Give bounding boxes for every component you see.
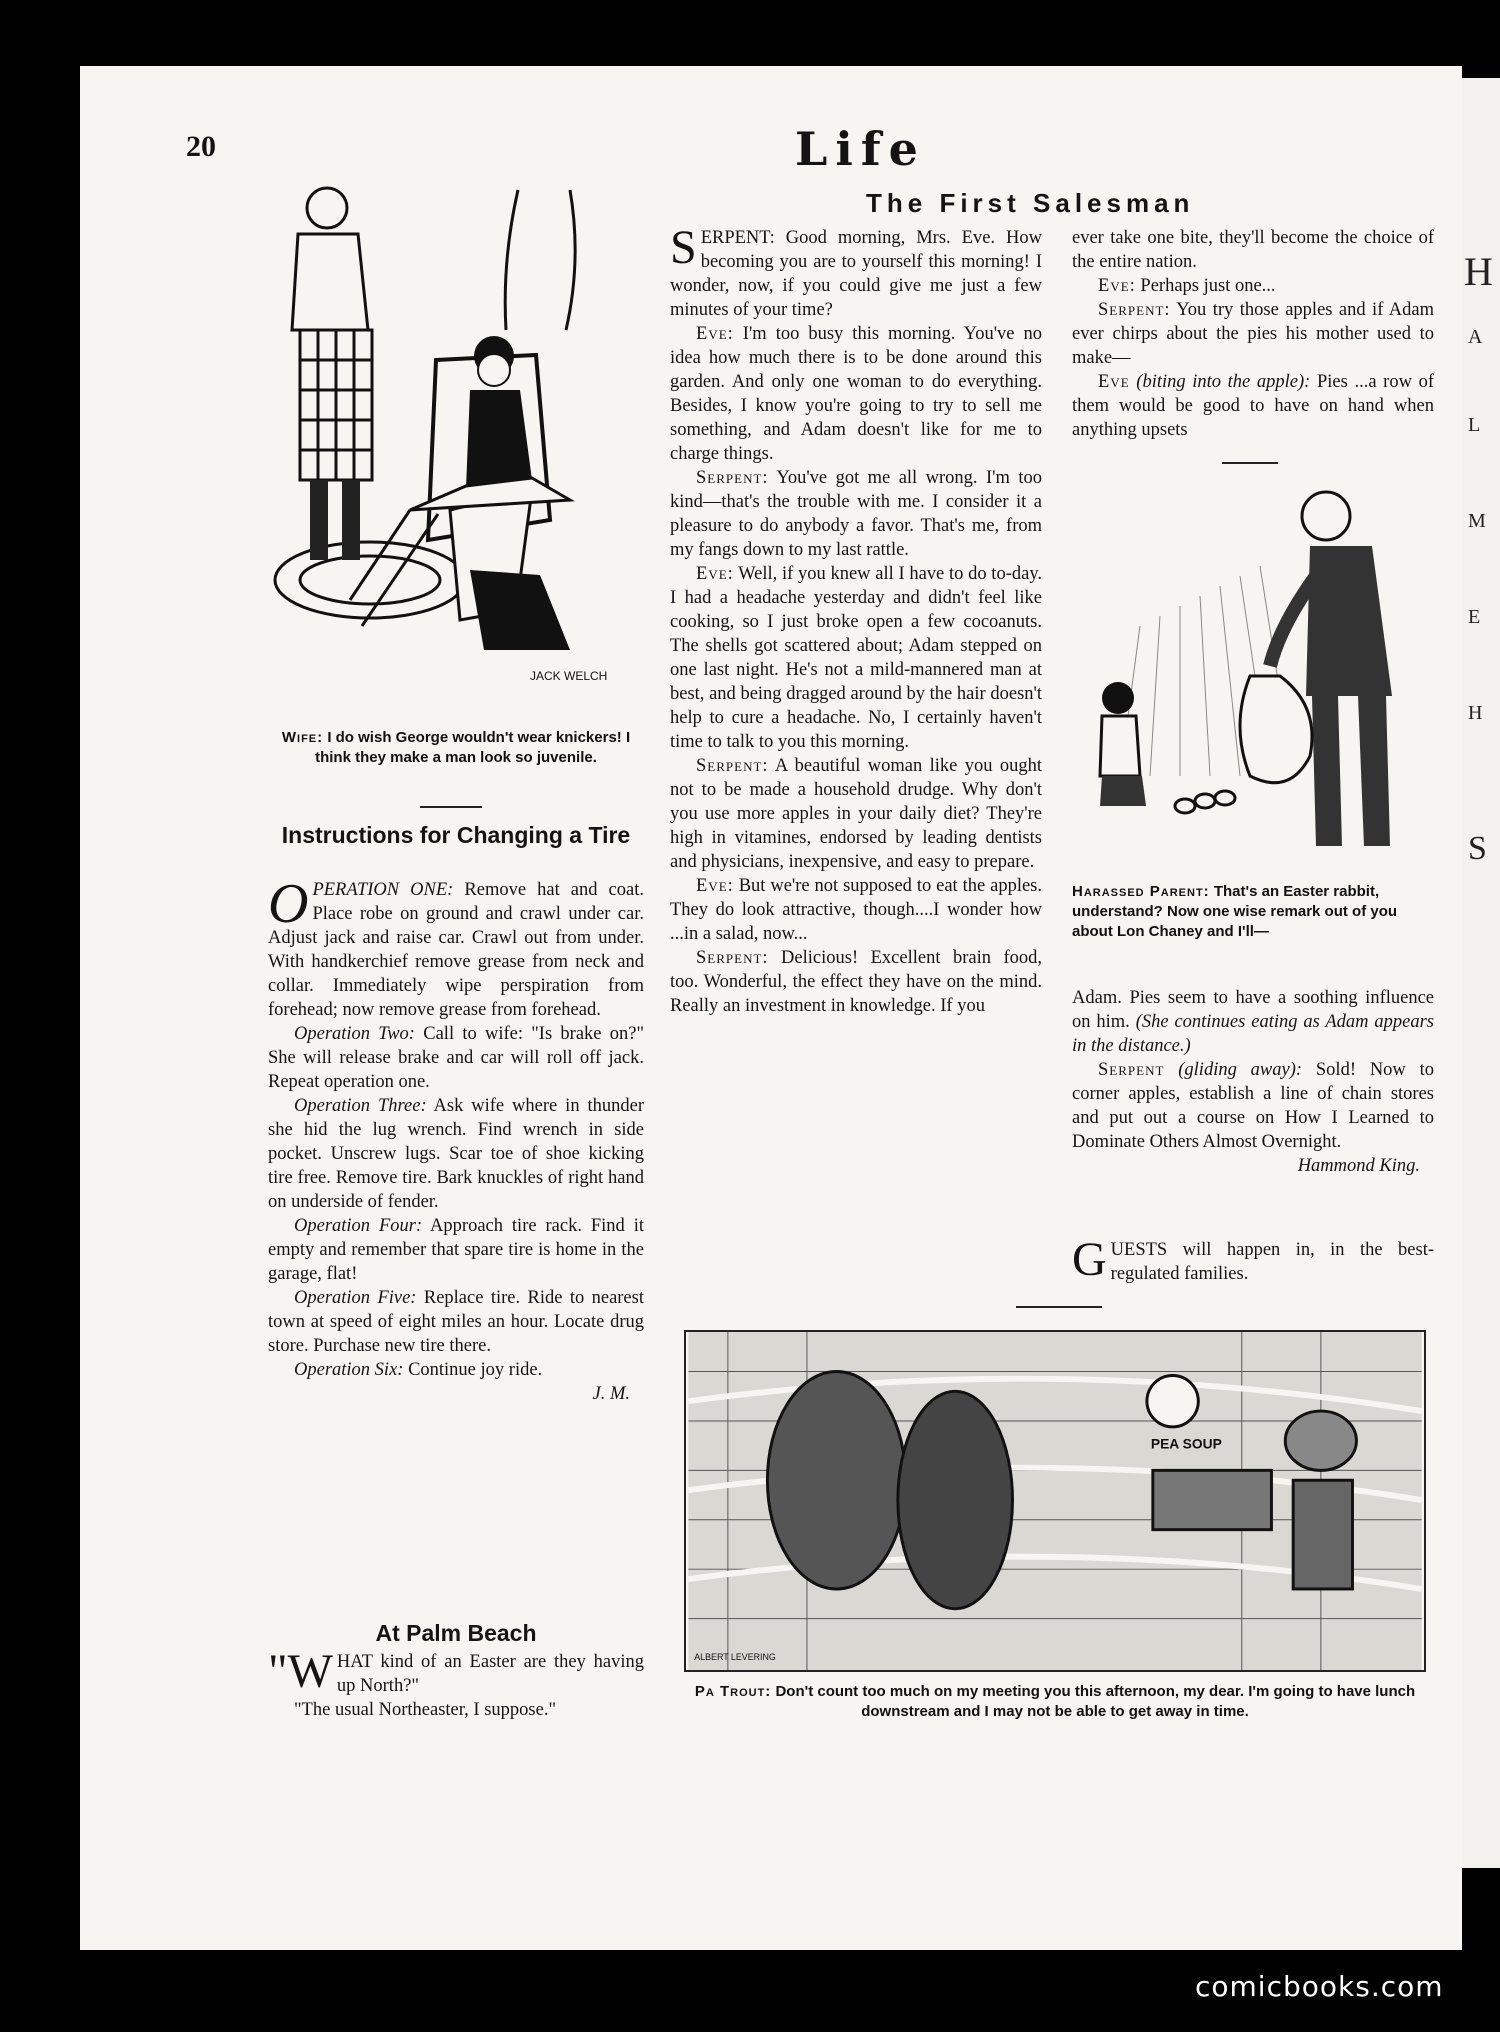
- salesman-column-1: [670, 221, 1043, 1018]
- cartoon-trout-illustration: [684, 1330, 1426, 1672]
- caption-text: I do wish George wouldn't wear knickers! I think they make a man look so juvenile.: [315, 729, 631, 766]
- cartoon-trout-drawing: [686, 1332, 1424, 1670]
- dialogue-text: Pies ...a row of them would be good to have on hand when anything upsets: [1072, 372, 1435, 440]
- speaker: Serpent:: [696, 468, 769, 488]
- salesman-column-2: [1072, 226, 1434, 442]
- speaker: Eve:: [1098, 276, 1136, 296]
- salesman-signature: Hammond King.: [1297, 1156, 1420, 1176]
- operation-label: Operation Two:: [294, 1024, 415, 1044]
- cartoon-signature: JACK WELCH: [530, 669, 608, 683]
- speaker: Eve:: [696, 324, 734, 344]
- stage-direction: (gliding away):: [1178, 1060, 1303, 1080]
- cartoon-trout-caption: [684, 1682, 1426, 1722]
- palm-beach-line: HAT kind of an Easter are they having up North?": [336, 1652, 644, 1696]
- cartoon-signature: ALBERT LEVERING: [694, 1652, 776, 1663]
- dialogue-text: I'm too busy this morning. You've no idea how much there is to be done around this garden. And only one woman to do everything. Besides, I know you're going to try to sell me something, and Adam doesn't like for me to charge things.: [670, 324, 1042, 464]
- divider: [1016, 1306, 1102, 1308]
- site-watermark: comicbooks.com: [1195, 1970, 1444, 2003]
- guests-filler: [1072, 1233, 1434, 1286]
- drop-cap: O: [268, 873, 309, 935]
- dialogue-text: Well, if you knew all I have to do to-day. I had a headache yesterday and didn't feel like cooking, so I just broke open a few cocoanuts. The shells got scattered about; Adam stepped on one last night. He's not a mild-mannered man at best, and being dragged around by the hair doesn't help to cure a headache. No, I certainly haven't time to talk to you this morning.: [670, 564, 1042, 752]
- page-number: 20: [186, 130, 216, 163]
- masthead-title: Life: [795, 122, 926, 176]
- caption-text: Don't count too much on my meeting you this afternoon, my dear. I'm going to have lunch downstream and I may not be able to get away in time.: [775, 1683, 1416, 1720]
- cartoon-knickers-drawing: [270, 180, 642, 720]
- salesman-column-3: [1072, 986, 1434, 1178]
- next-page-letter: A: [1468, 326, 1483, 348]
- caption-speaker: Harassed Parent:: [1072, 883, 1210, 900]
- dialogue-text: ERPENT: Good morning, Mrs. Eve. How becoming you are to yourself this morning! I wonder, now, if you could give me just a few minutes of your time?: [670, 228, 1042, 320]
- cartoon-easter-rabbit-illustration: [1080, 476, 1432, 866]
- speaker: Serpent:: [696, 756, 769, 776]
- operation-text: Ask wife where in thunder she hid the lug wrench. Find wrench in side pocket. Unscrew lugs. Scar toe of shoe kicking tire free. Remove tire. Bark knuckles of right hand on underside of fender.: [268, 1096, 645, 1212]
- cartoon-easter-rabbit-caption: [1072, 882, 1434, 942]
- dialogue-text: ever take one bite, they'll become the choice of the entire nation.: [1072, 228, 1434, 272]
- operation-label: Operation Four:: [294, 1216, 423, 1236]
- drop-cap: G: [1072, 1233, 1107, 1286]
- stage-direction: (She continues eating as Adam appears in the distance.): [1072, 1012, 1435, 1056]
- speaker: Eve:: [696, 564, 734, 584]
- operation-label: Operation Three:: [294, 1096, 427, 1116]
- cartoon-knickers-illustration: [270, 180, 642, 720]
- caption-text: That's an Easter rabbit, understand? Now one wise remark out of you about Lon Chaney and I'll—: [1072, 883, 1398, 940]
- dialogue-text: You try those apples and if Adam ever chirps about the pies his mother used to make—: [1072, 300, 1434, 368]
- caption-speaker: Pa Trout:: [694, 1683, 772, 1700]
- divider: [1222, 462, 1278, 464]
- cartoon-knickers-caption: [270, 728, 642, 768]
- dialogue-text: But we're not supposed to eat the apples. They do look attractive, though....I wonder how ...in a salad, now...: [670, 876, 1043, 944]
- next-page-letter: H: [1464, 249, 1493, 294]
- operation-label: Operation Six:: [294, 1360, 404, 1380]
- dialogue-text: A beautiful woman like you ought not to be made a household drudge. Why don't you use more apples in your daily diet? They're high in vitamines, endorsed by leading dentists and physicians, inexpensive, and easy to prepare.: [670, 756, 1043, 872]
- guests-text: UESTS will happen in, in the best-regulated families.: [1110, 1240, 1434, 1284]
- dialogue-text: Perhaps just one...: [1140, 276, 1276, 296]
- next-page-edge: [1462, 78, 1500, 1868]
- palm-beach-line: "The usual Northeaster, I suppose.": [294, 1700, 556, 1720]
- palm-beach-title: At Palm Beach: [375, 1620, 537, 1646]
- next-page-letter: M: [1468, 510, 1486, 532]
- operation-text: Call to wife: "Is brake on?" She will release brake and car will roll off jack. Repeat operation one.: [268, 1024, 645, 1092]
- divider: [420, 806, 482, 808]
- next-page-letter: E: [1468, 606, 1481, 628]
- operation-label: PERATION ONE:: [312, 880, 454, 900]
- dialogue-text: Sold! Now to corner apples, establish a line of chain stores and put out a course on How I Learned to Dominate Others Almost Overnight.: [1072, 1060, 1435, 1152]
- operation-text: Replace tire. Ride to nearest town at speed of eight miles an hour. Locate drug store. Purchase new tire there.: [268, 1288, 644, 1356]
- tire-article-body: [268, 873, 645, 1406]
- drop-cap: "W: [268, 1645, 333, 1698]
- dialogue-text: You've got me all wrong. I'm too kind—that's the trouble with me. I consider it a pleasure to do anybody a favor. That's me, from my fangs down to my last rattle.: [670, 468, 1042, 560]
- salesman-title: The First Salesman: [866, 188, 1195, 218]
- operation-text: Remove hat and coat. Place robe on ground and crawl under car. Adjust jack and raise car. Crawl out from under. With handkerchief remove grease from neck and collar. Immediately wipe perspiration from forehead; now remove grease from forehead.: [268, 880, 644, 1020]
- dialogue-text: Adam. Pies seem to have a soothing influence on him.: [1072, 988, 1434, 1032]
- operation-text: Approach tire rack. Find it empty and remember that spare tire is home in the garage, flat!: [268, 1216, 644, 1284]
- speaker: Eve:: [696, 876, 734, 896]
- next-page-letter: L: [1468, 414, 1481, 436]
- operation-text: Continue joy ride.: [408, 1360, 543, 1380]
- tire-article-signature: J. M.: [592, 1384, 630, 1404]
- cartoon-sign-text: PEA SOUP: [1150, 1435, 1222, 1452]
- speaker: Serpent: [1098, 1060, 1165, 1080]
- speaker: Eve: [1098, 372, 1130, 392]
- cartoon-easter-rabbit-drawing: [1080, 476, 1432, 866]
- speaker: Serpent:: [696, 948, 769, 968]
- stage-direction: (biting into the apple):: [1136, 372, 1311, 392]
- next-page-letter: H: [1468, 702, 1483, 724]
- speaker: Serpent:: [1098, 300, 1171, 320]
- palm-beach-body: [268, 1645, 644, 1722]
- tire-article-title: Instructions for Changing a Tire: [281, 822, 631, 848]
- next-page-letter: S: [1468, 830, 1487, 867]
- operation-label: Operation Five:: [294, 1288, 417, 1308]
- drop-cap: S: [670, 221, 697, 274]
- dialogue-text: Delicious! Excellent brain food, too. Wonderful, the effect they have on the mind. Really an investment in knowledge. If you: [670, 948, 1042, 1016]
- caption-speaker: Wife:: [281, 729, 324, 746]
